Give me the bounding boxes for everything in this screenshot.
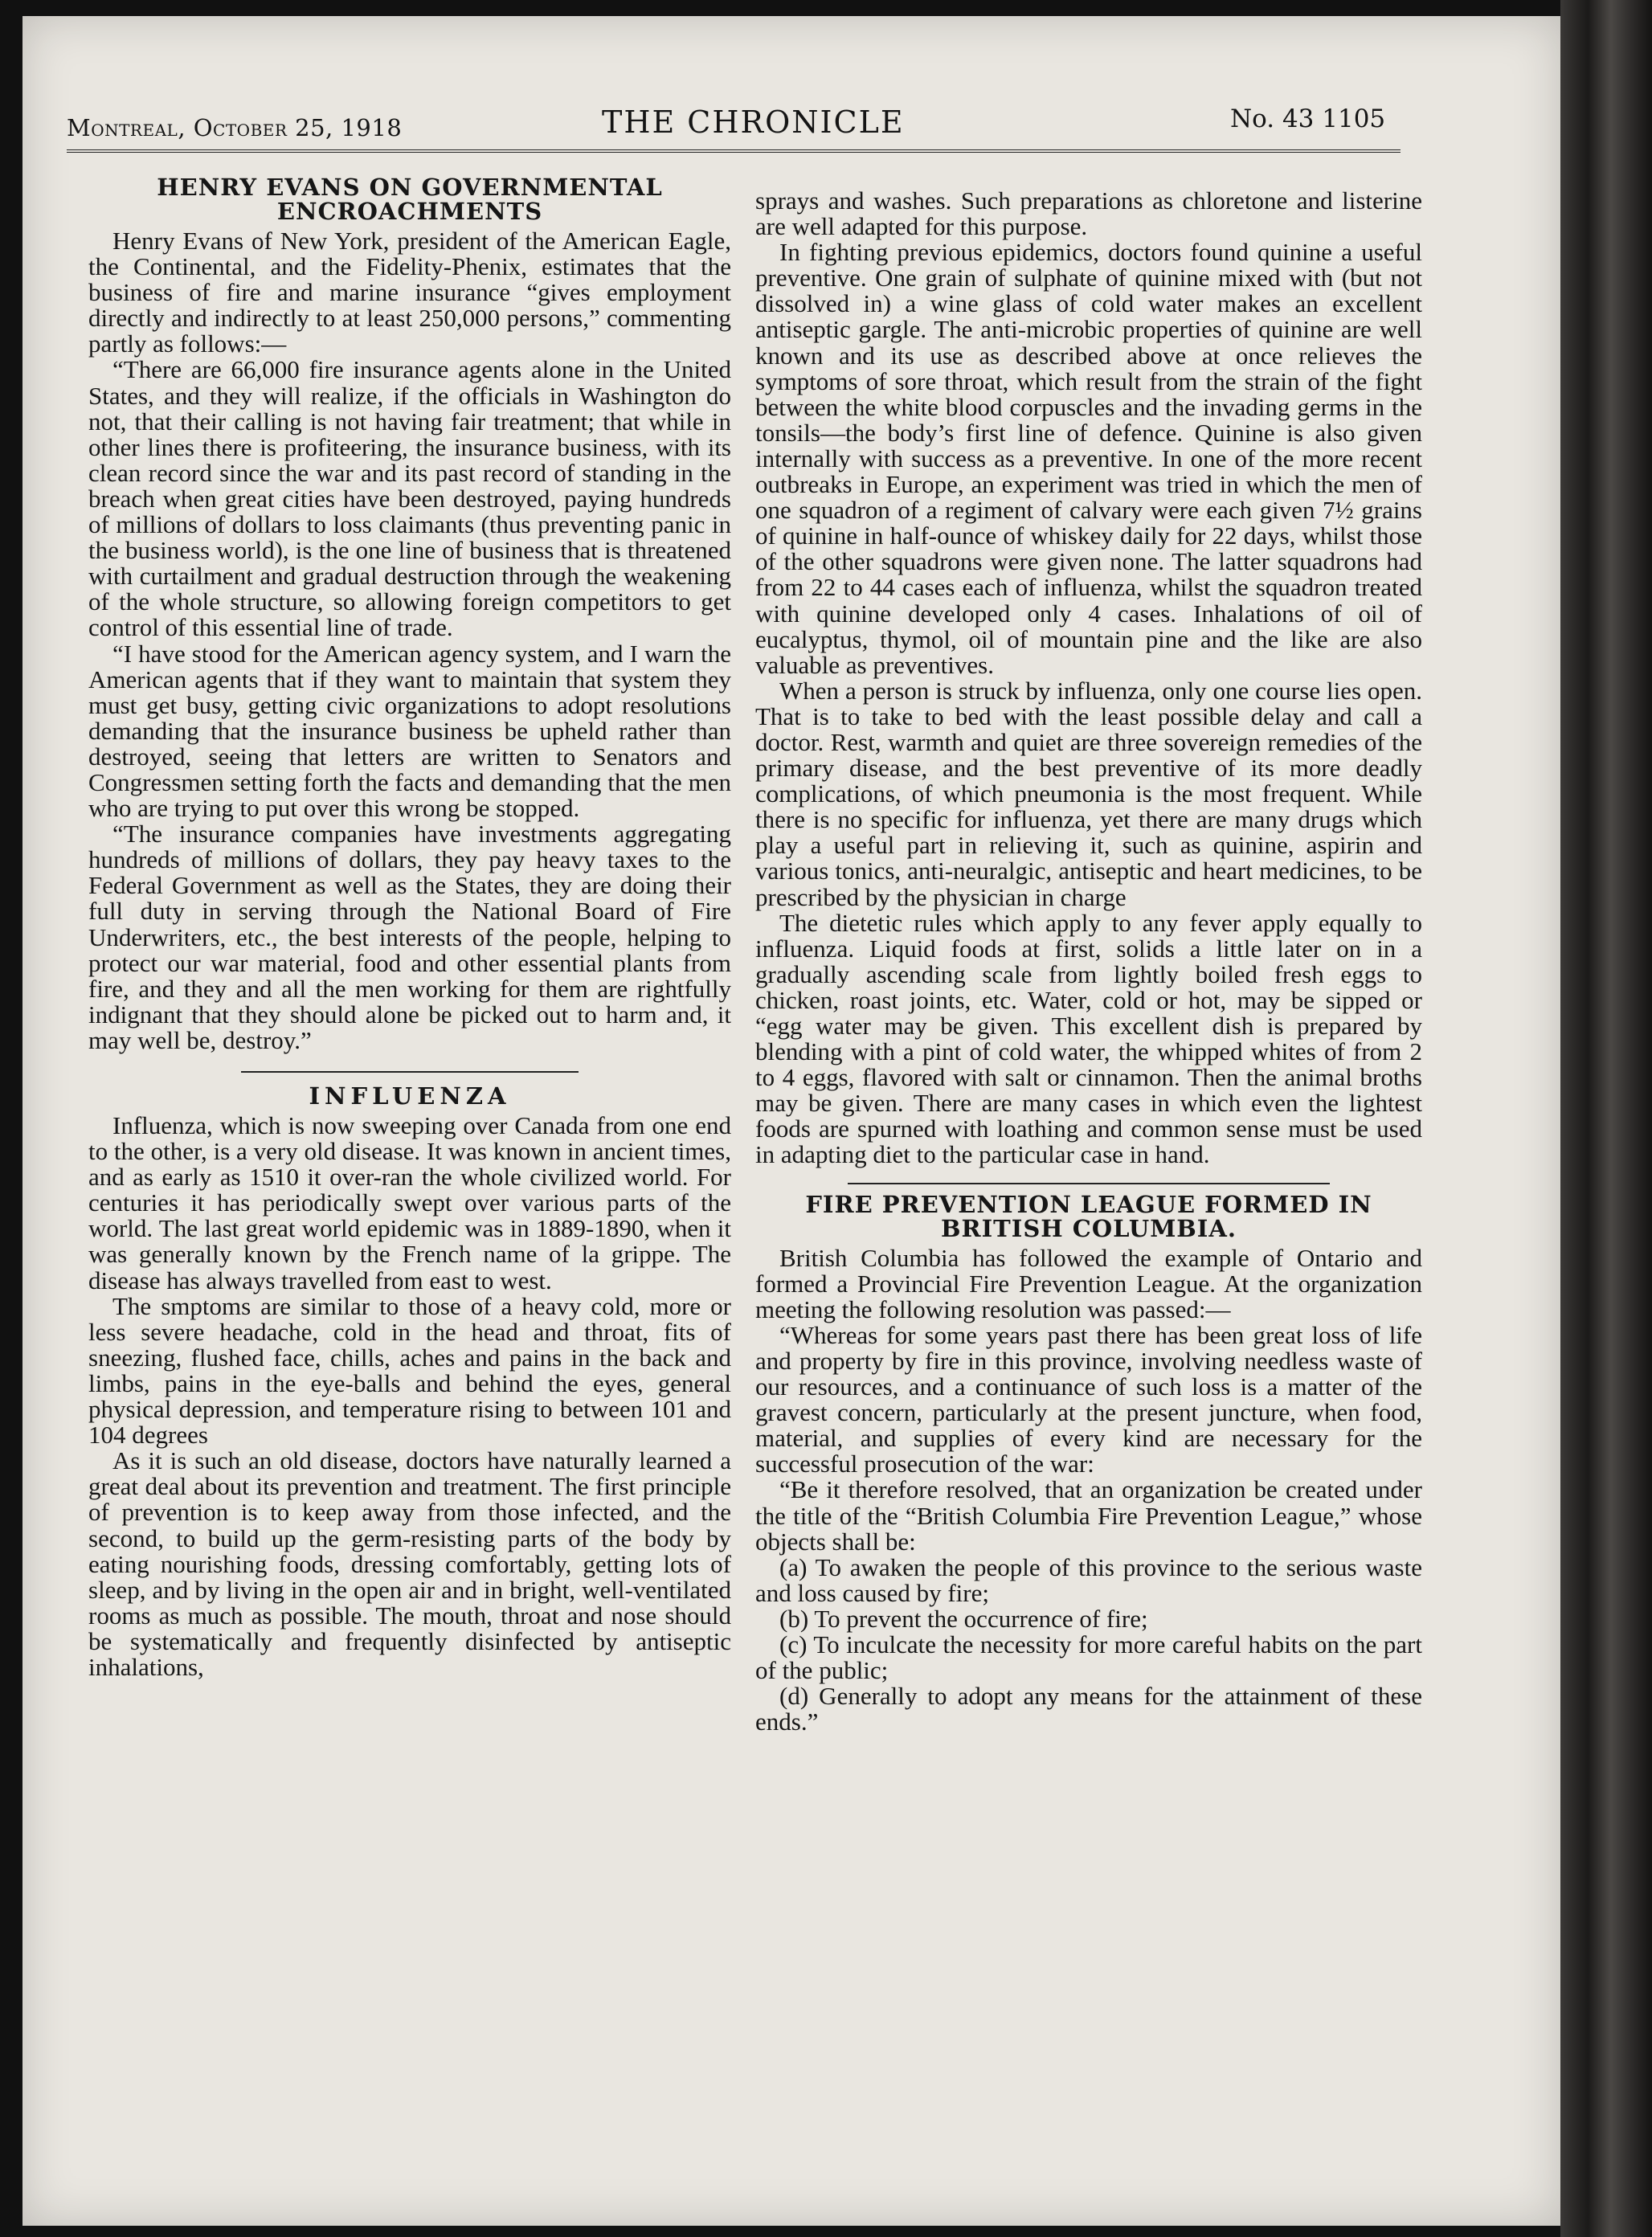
influenza-paragraph-1: Influenza, which is now sweeping over Canada from one end to the other, is a very old disease. It was known in ancient times, and as early as 1510 it over-ran the whole civilized world. For centuries it has periodically swept over various parts of the world. The last great world epidemic was in 1889-1890, when it was generally known by the French name of la grippe. The disease has always travelled from east to west. <box>88 1111 731 1294</box>
book-spine <box>1560 0 1652 2237</box>
evans-paragraph-1: Henry Evans of New York, president of the American Eagle, the Continental, and the Fidelity-Phenix, estimates that the business of fire and marine insurance “gives employment directly and indirectly to at least 250,000 persons,” commenting partly as follows:— <box>88 227 731 358</box>
section-divider <box>241 1071 579 1073</box>
newspaper-page <box>22 16 1560 2226</box>
header-publication-title: THE CHRONICLE <box>602 104 905 140</box>
column-left <box>88 175 731 1680</box>
evans-paragraph-2: “There are 66,000 fire insurance agents alone in the United States, and they will realize, if the officials in Washington do not, that their calling is not having fair treatment; that while in other lines there is profiteering, the insurance business, with its clean record since the war and its past record of standing in the breach when great cities have been destroyed, paying hundreds of millions of dollars to loss claimants (thus preventing panic in the business world), is the one line of business that is threatened with curtailment and gradual destruction through the weakening of the whole structure, so allowing foreign competitors to get control of this essential line of trade. <box>88 355 731 642</box>
influenza-paragraph-6: When a person is struck by influenza, only one course lies open. That is to take to bed with the least possible delay and call a doctor. Rest, warmth and quiet are three sovereign remedies of the primary disease, and the best preventive of its more deadly complications, of which pneumonia is the most frequent. While there is no specific for influenza, yet there are many drugs which play a useful part in relieving it, such as quinine, aspirin and various tonics, anti-neuralgic, antiseptic and heart medicines, to be prescribed by the physician in charge <box>755 676 1422 911</box>
column-right <box>755 188 1422 1735</box>
headline-evans: HENRY EVANS ON GOVERNMENTAL ENCROACHMENTS <box>157 174 663 225</box>
influenza-paragraph-7: The dietetic rules which apply to any fever apply equally to influenza. Liquid foods at first, solids a little later on in a gradually ascending scale from lightly boiled fresh eggs to chicken, roast joints, etc. Water, cold or hot, may be sipped or “egg water may be given. This excellent dish is prepared by blending with a pint of cold water, the whipped whites of from 2 to 4 eggs, flavored with salt or cinnamon. Then the animal broths may be given. There are many cases in which even the lightest foods are spurned with loathing and common sense must be used in adapting diet to the particular case in hand. <box>755 908 1422 1169</box>
header-rule <box>67 149 1401 153</box>
headline-influenza: INFLUENZA <box>309 1082 511 1110</box>
headline-fire-prevention-league: FIRE PREVENTION LEAGUE FORMED IN BRITISH COLUMBIA. <box>805 1190 1372 1242</box>
league-paragraph-1: British Columbia has followed the example of Ontario and formed a Provincial Fire Prevention League. At the organization meeting the following resolution was passed:— <box>755 1243 1422 1323</box>
evans-paragraph-4: “The insurance companies have investments aggregating hundreds of millions of dollars, they pay heavy taxes to the Federal Government as well as the States, they are doing their full duty in serving through the National Board of Fire Underwriters, etc., the best interests of the people, helping to protect our war material, food and other essential plants from fire, and they and all the men working for them are rightfully indignant that they should alone be picked out to harm and, it may well be, destroy.” <box>88 820 731 1054</box>
influenza-paragraph-3: As it is such an old disease, doctors have naturally learned a great deal about its prevention and treatment. The first principle of prevention is to keep away from those infected, and the second, to build up the germ-resisting parts of the body by eating nourishing foods, dressing comfortably, getting lots of sleep, and by living in the open air and in bright, well-ventilated rooms as much as possible. The mouth, throat and nose should be systematically and frequently disinfected by antiseptic inhalations, <box>88 1446 731 1681</box>
evans-paragraph-3: “I have stood for the American agency system, and I warn the American agents that if they want to maintain that system they must get busy, getting civic organizations to adopt resolutions demanding that the insurance business be upheld rather than destroyed, seeing that letters are written to Senators and Congressmen setting forth the facts and demanding that the men who are trying to put over this wrong be stopped. <box>88 639 731 823</box>
list-item: (c) To inculcate the necessity for more careful habits on the part of the public; <box>755 1630 1422 1685</box>
league-paragraph-2: “Whereas for some years past there has been great loss of life and property by fire in this province, involving needless waste of our resources, and a continuance of such loss is a matter of the gravest concern, particularly at the present juncture, when food, material, and supplies of every kind are necessary for the successful prosecution of the war: <box>755 1320 1422 1478</box>
league-paragraph-3: “Be it therefore resolved, that an organization be created under the title of the “British Columbia Fire Prevention League,” whose objects shall be: <box>755 1475 1422 1556</box>
influenza-paragraph-5: In fighting previous epidemics, doctors found quinine a useful preventive. One grain of sulphate of quinine mixed with (but not dissolved in) a wine glass of cold water makes an excellent antiseptic gargle. The anti-microbic properties of quinine are well known and its use as described above at once relieves the symptoms of sore throat, which result from the strain of the fight between the white blood corpuscles and the invading germs in the tonsils—the body’s first line of defence. Quinine is also given internally with success as a preventive. In one of the more recent outbreaks in Europe, an experiment was tried in which the men of one squadron of a regiment of calvary were each given 7½ grains of quinine in half-ounce of whiskey daily for 22 days, whilst those of the other squadrons were given none. The latter squadrons had from 22 to 44 cases each of influenza, whilst the squadron treated with quinine developed only 4 cases. Inhalations of oil of eucalyptus, thymol, oil of mountain pine and the like are also valuable as preventives. <box>755 238 1422 679</box>
influenza-paragraph-4: sprays and washes. Such preparations as chloretone and listerine are well adapted for this purpose. <box>755 186 1422 241</box>
running-header <box>67 96 1401 145</box>
header-issue-page: No. 43 1105 <box>1230 104 1386 133</box>
list-item: (d) Generally to adopt any means for the attainment of these ends.” <box>755 1682 1422 1736</box>
list-item: (b) To prevent the occurrence of fire; <box>779 1604 1148 1633</box>
league-objects-list <box>755 1552 1422 1736</box>
list-item: (a) To awaken the people of this province to the serious waste and loss caused by fire; <box>755 1552 1422 1607</box>
header-dateline: Montreal, October 25, 1918 <box>67 114 403 141</box>
influenza-paragraph-2: The smptoms are similar to those of a heavy cold, more or less severe headache, cold in the head and throat, fits of sneezing, flushed face, chills, aches and pains in the back and limbs, pains in the eye-balls and behind the eyes, general physical depression, and temperature rising to between 101 and 104 degrees <box>88 1291 731 1450</box>
section-divider <box>848 1183 1330 1184</box>
